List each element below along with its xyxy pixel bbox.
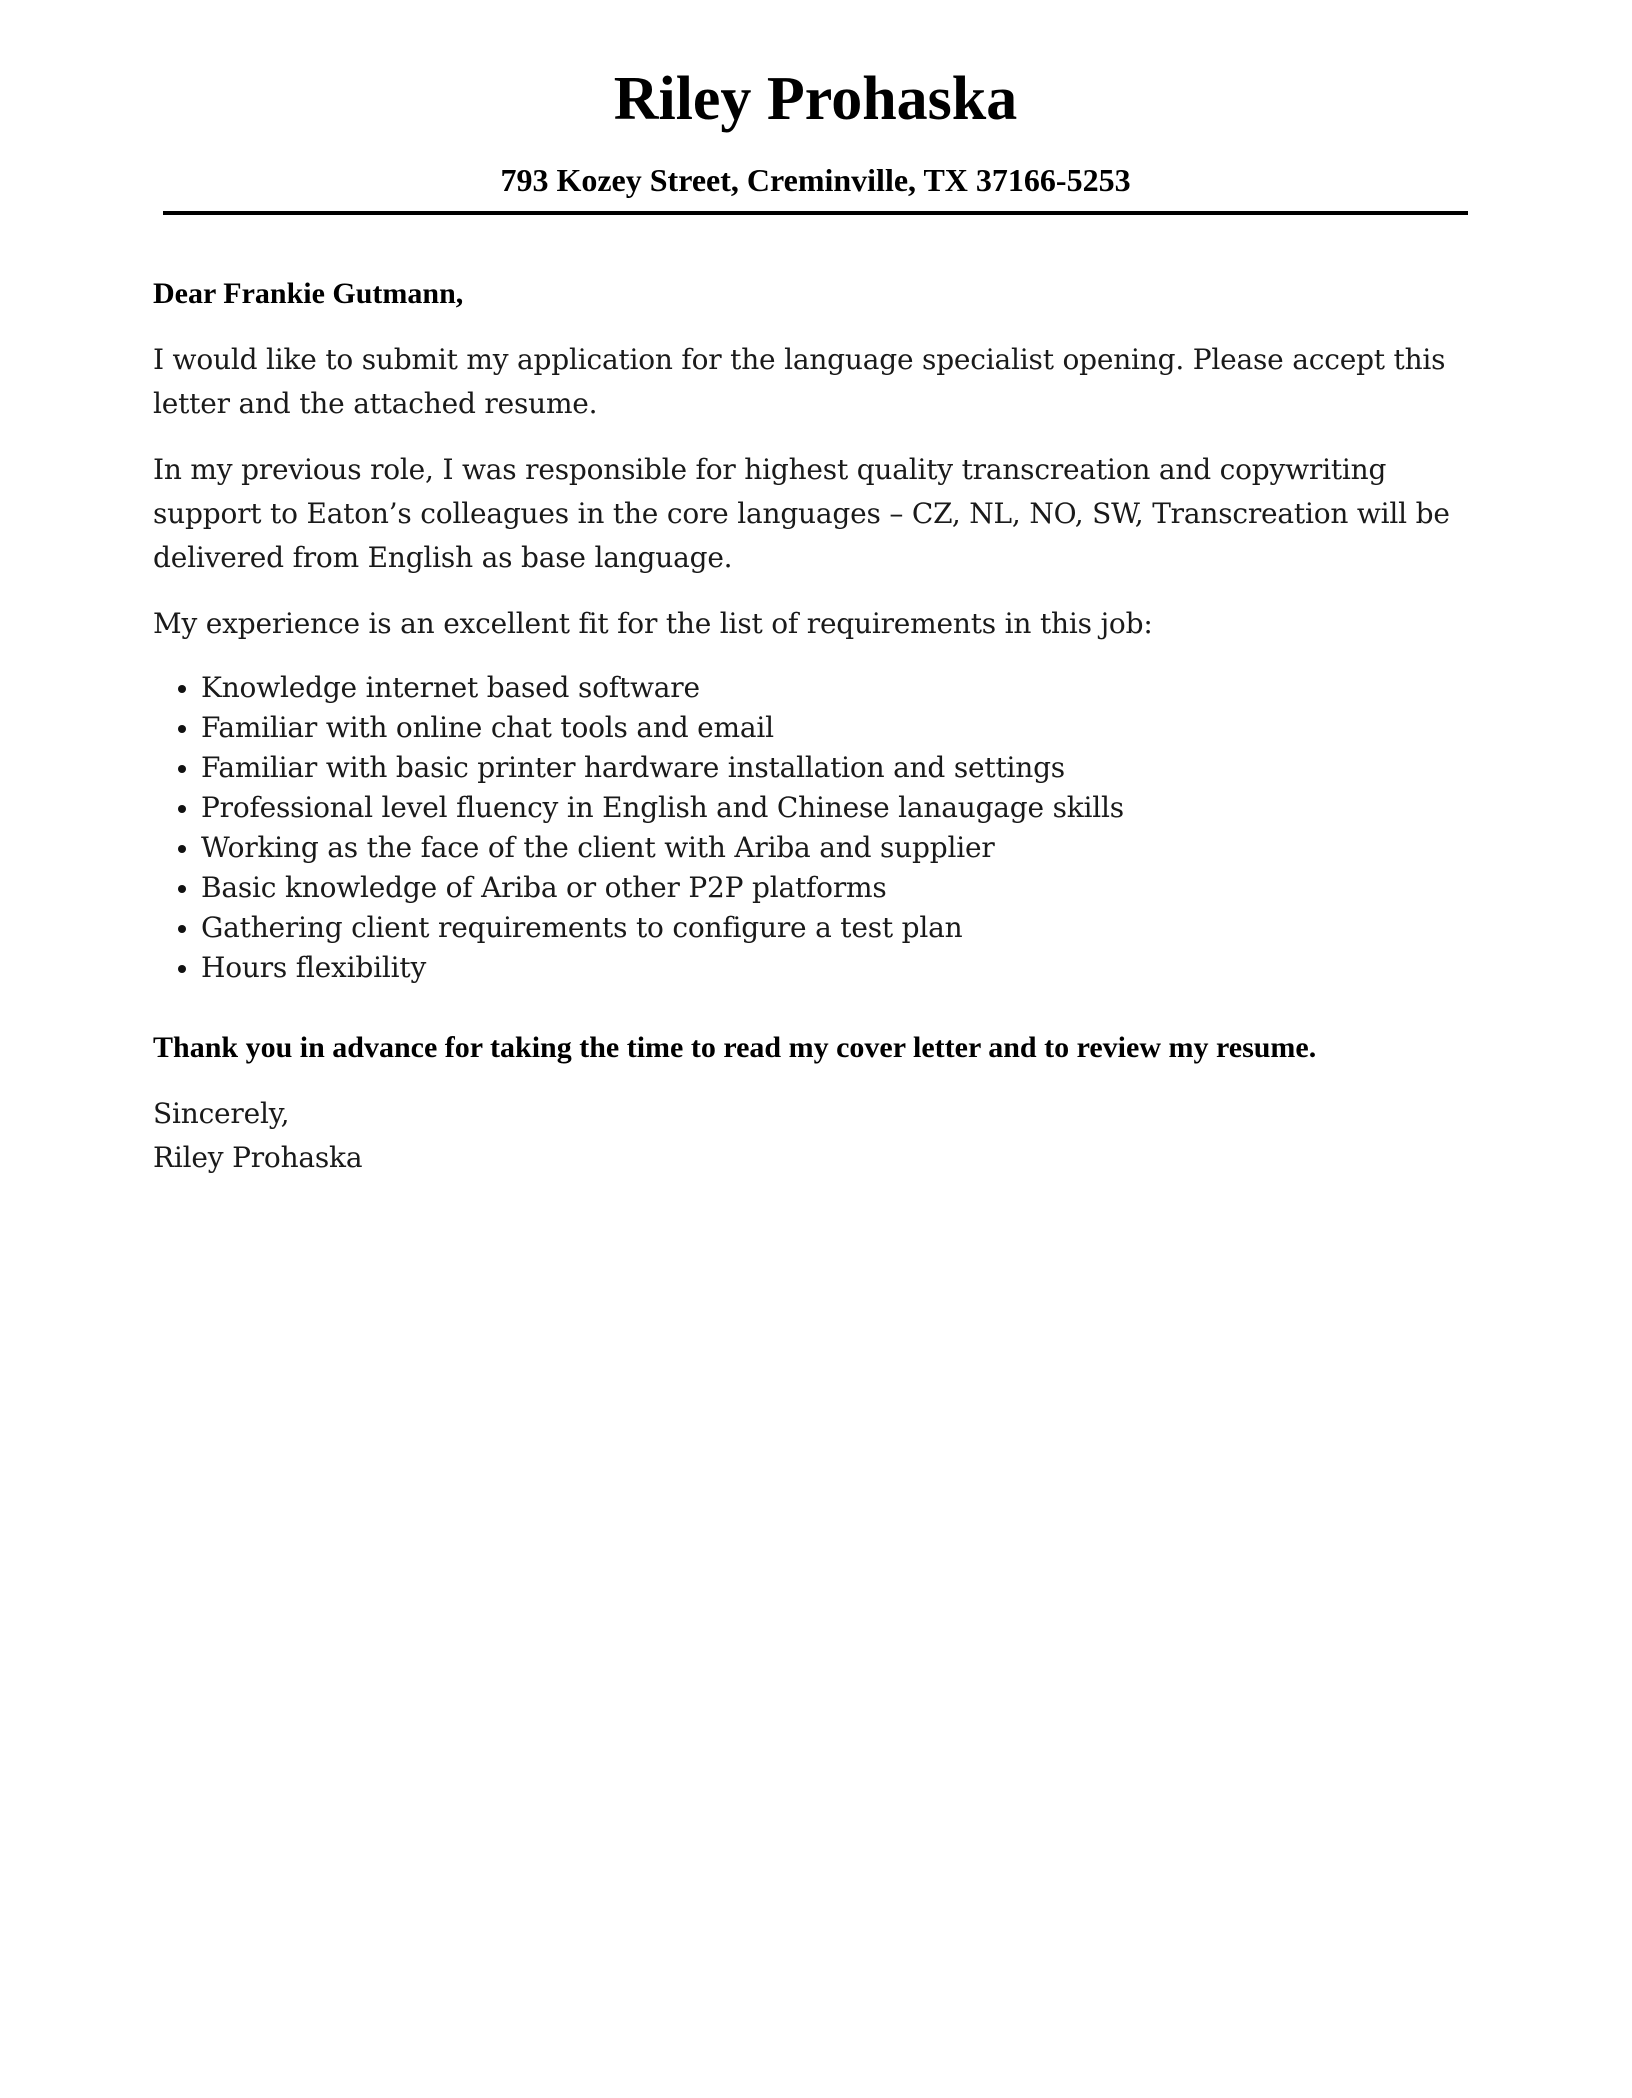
salutation: Dear Frankie Gutmann, [153,277,464,310]
bullet-icon [178,805,186,813]
requirement-item [153,868,1483,908]
requirements-intro: My experience is an excellent fit for the list of requirements in this job: [153,607,1153,640]
letter-body [153,272,1483,1180]
bullet-icon [178,925,186,933]
applicant-address: 793 Kozey Street, Creminville, TX 37166-5253 [500,162,1131,198]
requirement-item [153,908,1483,948]
closing-statement: Thank you in advance for taking the time to read my cover letter and to review my resume. [153,1031,1317,1064]
requirement-text: Knowledge internet based software [201,671,700,704]
requirement-text: Gathering client requirements to configure a test plan [201,911,963,944]
bullet-icon [178,725,186,733]
bullet-icon [178,885,186,893]
experience-paragraph: In my previous role, I was responsible for highest quality transcreation and copywriting support to Eaton’s colleagues in the core languages – CZ, NL, NO, SW, Transcreation will be delivered from English as base language. [153,453,1450,574]
requirement-text: Familiar with online chat tools and email [201,711,774,744]
signature-name: Riley Prohaska [153,1141,363,1174]
bullet-icon [178,845,186,853]
applicant-name: Riley Prohaska [613,65,1018,133]
bullet-icon [178,685,186,693]
letter-header [163,60,1468,200]
requirement-text: Familiar with basic printer hardware installation and settings [201,751,1065,784]
requirement-text: Professional level fluency in English and Chinese lanaugage skills [201,791,1124,824]
requirement-item [153,788,1483,828]
requirement-text: Basic knowledge of Ariba or other P2P platforms [201,871,887,904]
bullet-icon [178,965,186,973]
bullet-icon [178,765,186,773]
requirement-item [153,948,1483,988]
header-divider [163,211,1468,215]
requirement-text: Hours flexibility [201,951,427,984]
intro-paragraph: I would like to submit my application for the language specialist opening. Please accept this letter and the attached resume. [153,343,1446,420]
requirement-item [153,828,1483,868]
requirement-text: Working as the face of the client with Ariba and supplier [201,831,995,864]
requirement-item [153,668,1483,708]
signoff: Sincerely, [153,1097,290,1130]
requirement-item [153,708,1483,748]
requirements-list [153,668,1483,988]
requirement-item [153,748,1483,788]
